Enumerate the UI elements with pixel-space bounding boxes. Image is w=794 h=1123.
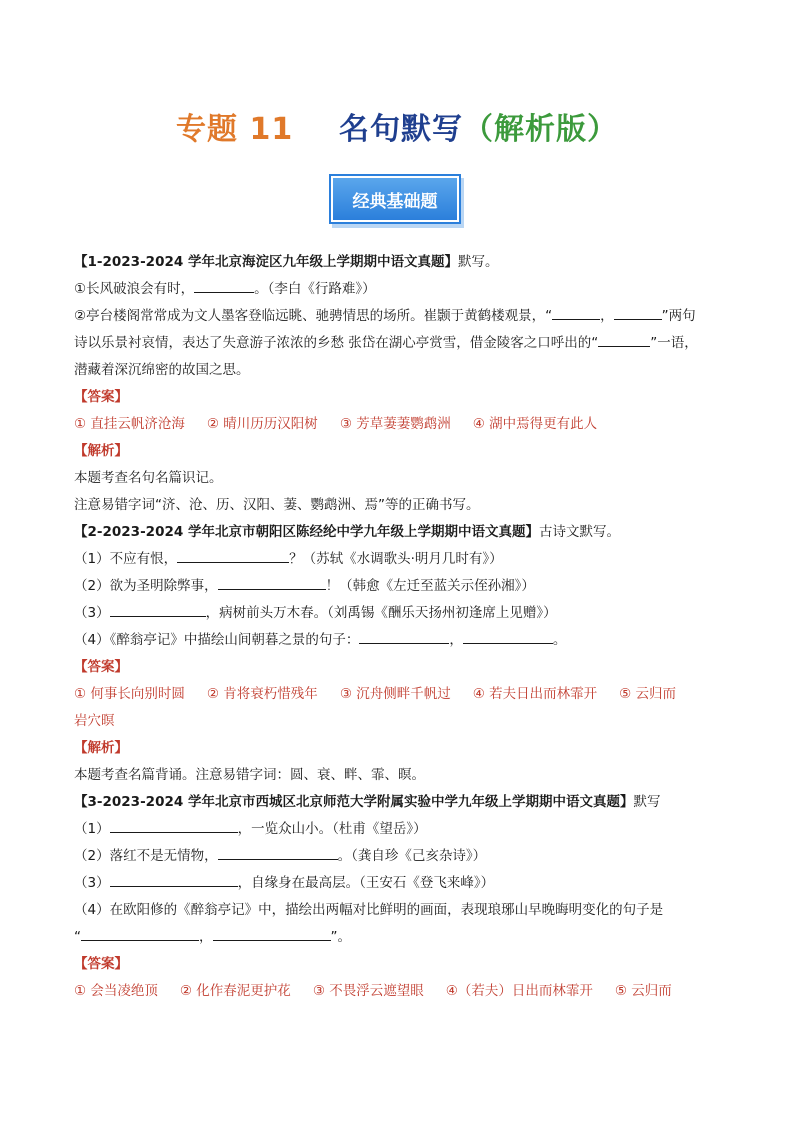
answer-item: ① 会当凌绝顶 (74, 983, 158, 999)
answer-blank (614, 304, 662, 320)
answer-item: ② 化作春泥更护花 (179, 983, 291, 999)
answer-item: ① 直挂云帆济沧海 (74, 416, 185, 432)
answer-blank (110, 817, 238, 833)
q3-answer-label: 【答案】 (74, 956, 128, 972)
q1-analysis-1: 本题考查名句名篇识记。 (74, 470, 223, 486)
q1-header: 【1-2023-2024 学年北京海淀区九年级上学期期中语文真题】默写。 (74, 254, 499, 270)
answer-item: ⑤ 云归而 (614, 983, 672, 999)
q2-header: 【2-2023-2024 学年北京市朝阳区陈经纶中学九年级上学期期中语文真题】古诗文默写。 (74, 524, 620, 540)
q3-answers (74, 978, 724, 1005)
answer-blank (177, 547, 289, 563)
answer-blank (194, 277, 254, 293)
q3-line-5: “ ， ”。 (74, 924, 724, 951)
page-title (0, 104, 794, 148)
q3-line-1: （1） ，一览众山小。（杜甫《望岳》） (74, 816, 724, 843)
answer-item: ③ 沉舟侧畔千帆过 (339, 686, 451, 702)
q3-header: 【3-2023-2024 学年北京市西城区北京师范大学附属实验中学九年级上学期期中语文真题】默写 (74, 794, 661, 810)
answer-item: ② 晴川历历汉阳树 (206, 416, 318, 432)
q1-line-4: 潜藏着深沉绵密的故国之思。 (74, 362, 250, 378)
q3-line-2: （2）落红不是无情物， 。（龚自珍《己亥杂诗》） (74, 843, 724, 870)
q1-answer-label: 【答案】 (74, 389, 128, 405)
q2-analysis-label: 【解析】 (74, 740, 128, 756)
document-body (74, 249, 724, 1005)
q2-line-4: （4）《醉翁亭记》中描绘山间朝暮之景的句子： ， 。 (74, 627, 724, 654)
answer-item: ② 肯将衰朽惜残年 (206, 686, 318, 702)
answer-item: ④ 湖中焉得更有此人 (472, 416, 598, 432)
q1-answers (74, 411, 724, 438)
answer-item: ④（若夫）日出而林霏开 (445, 983, 593, 999)
answer-blank (552, 304, 600, 320)
answer-item: ⑤ 云归而 (619, 686, 677, 702)
title-topic: 专题 11 (176, 112, 294, 147)
answer-blank (218, 574, 326, 590)
answer-item: ① 何事长向别时圆 (74, 686, 185, 702)
title-edition: （解析版） (462, 112, 618, 147)
answer-blank (213, 925, 331, 941)
answer-blank (359, 628, 449, 644)
q1-analysis-2: 注意易错字词“济、沧、历、汉阳、萋、鹦鹉洲、焉”等的正确书写。 (74, 497, 480, 513)
answer-item: ③ 芳草萋萋鹦鹉洲 (339, 416, 451, 432)
title-name: 名句默写 (338, 112, 463, 147)
q2-answer-label: 【答案】 (74, 659, 128, 675)
q2-line-3: （3） ，病树前头万木春。（刘禹锡《酬乐天扬州初逢席上见赠》） (74, 600, 724, 627)
q3-line-3: （3） ，自缘身在最高层。（王安石《登飞来峰》） (74, 870, 724, 897)
answer-blank (81, 925, 199, 941)
q2-answer-continued: 岩穴暝 (74, 713, 115, 729)
answer-blank (110, 601, 206, 617)
answer-blank (218, 844, 338, 860)
q1-line-1: ①长风破浪会有时， 。（李白《行路难》） (74, 276, 724, 303)
q1-analysis-label: 【解析】 (74, 443, 128, 459)
q2-line-2: （2）欲为圣明除弊事， ！（韩愈《左迁至蓝关示侄孙湘》） (74, 573, 724, 600)
section-badge: 经典基础题 (331, 176, 459, 222)
answer-blank (463, 628, 553, 644)
q1-line-2: ②亭台楼阁常常成为文人墨客登临远眺、驰骋情思的场所。崔颢于黄鹤楼观景，“ ， ”两句 (74, 303, 724, 330)
answer-item: ③ 不畏浮云遮望眼 (312, 983, 424, 999)
q2-analysis-1: 本题考查名篇背诵。注意易错字词：圆、衰、畔、霏、暝。 (74, 767, 425, 783)
q1-line-3: 诗以乐景衬哀情，表达了失意游子浓浓的乡愁 张岱在湖心亭赏雪，借金陵客之口呼出的“ ”一语， (74, 330, 724, 357)
q2-answers (74, 681, 724, 708)
answer-blank (598, 331, 650, 347)
q2-line-1: （1）不应有恨， ？（苏轼《水调歌头·明月几时有》） (74, 546, 724, 573)
answer-blank (110, 871, 238, 887)
q3-line-4: （4）在欧阳修的《醉翁亭记》中，描绘出两幅对比鲜明的画面，表现琅琊山早晚晦明变化的句子是 (74, 902, 664, 918)
answer-item: ④ 若夫日出而林霏开 (472, 686, 598, 702)
